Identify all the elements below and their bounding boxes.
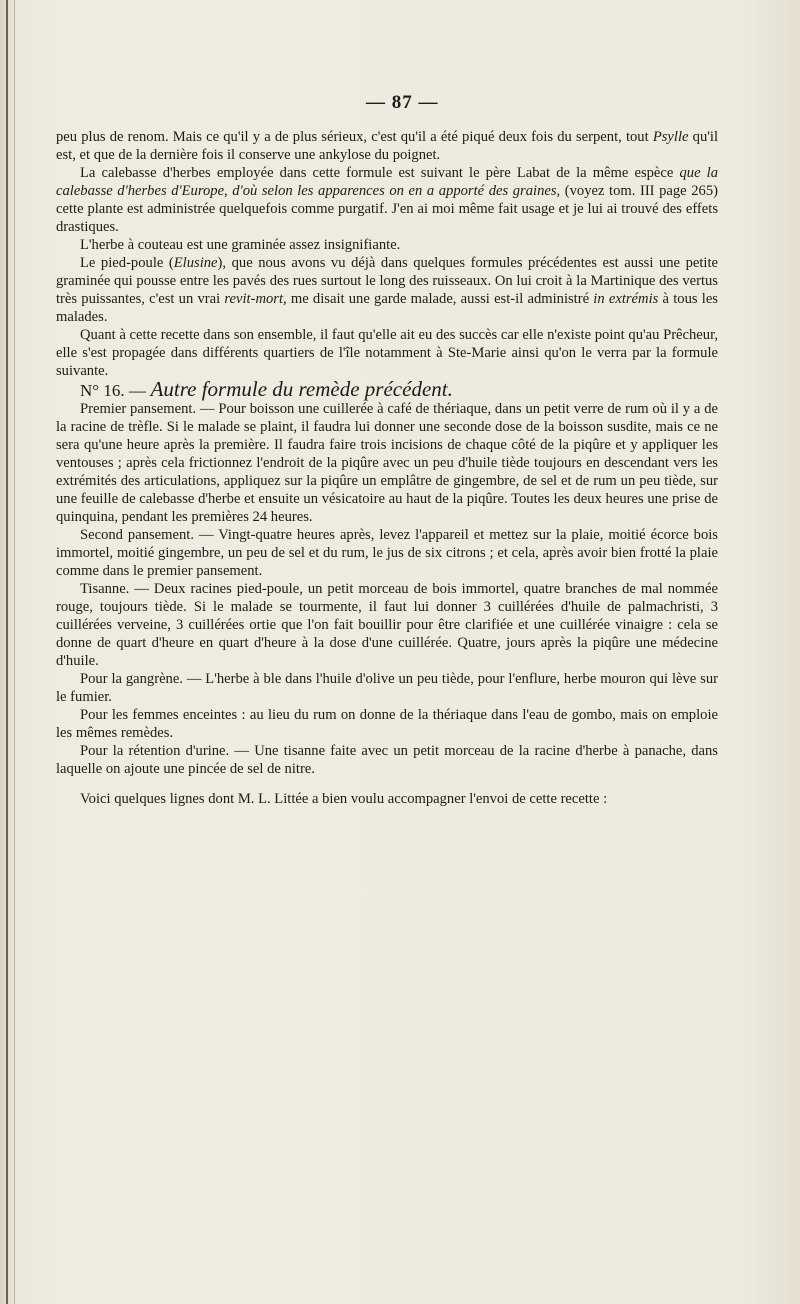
italic-run: Elusine — [173, 255, 218, 271]
text-run: (voyez tom. III page 265) cette plante est administrée quelquefois comme purgatif. J'en ai moi même fait usage et je lui ai trouvé des effets drastiques. — [56, 183, 718, 235]
paragraph-tisanne: Tisanne. — Deux racines pied-poule, un petit morceau de bois immortel, quatre branches de mal nommée rouge, toujours tiède. Si le malade se tourmente, il faut lui donner 3 cuillérées d'huile de palmachristi, 3 cuillérées verveine, 3 cuillérées ortie que l'on fait bouillir pour être clarifiée et une cuillérée vinaigre : cela se donne de quart d'heure en quart d'heure à la dose d'une cuillérée. Quatre, jours après la piqûre une médecine d'huile. — [56, 581, 718, 669]
text-run: qu'il est, et que de la dernière fois il conserve une ankylose du poignet. — [56, 129, 718, 163]
spacer — [56, 778, 718, 790]
page-number: — 87 — — [366, 92, 439, 113]
paragraph-herbe-couteau: L'herbe à couteau est une graminée assez insignifiante. — [80, 237, 401, 253]
paragraph-recette: Quant à cette recette dans son ensemble, il faut qu'elle ait eu des succès car elle n'existe point qu'au Prêcheur, elle s'est propagée dans différents quartiers de l'île notamment à Ste-Marie ainsi qu'on le verra par la formule suivante. — [56, 327, 718, 379]
paragraph-second-pansement: Second pansement. — Vingt-quatre heures après, levez l'appareil et mettez sur la plaie, moitié écorce bois immortel, moitié gingembre, un peu de sel et du rum, le jus de six citrons ; et cela, après avoir bien frotté la plaie comme dans le premier pansement. — [56, 527, 718, 579]
paragraph-femmes-enceintes: Pour les femmes enceintes : au lieu du rum on donne de la thériaque dans l'eau de gombo, mais on emploie les mêmes remèdes. — [56, 707, 718, 741]
italic-run: que la calebasse d'herbes d'Europe, d'où selon les apparences on en a apporté des graines, — [56, 165, 718, 199]
text-run: à tous les malades. — [56, 291, 718, 325]
heading-title: Autre formule du remède précédent. — [150, 377, 453, 401]
binding-shadow — [14, 0, 15, 1304]
binding-edge — [6, 0, 8, 1304]
italic-run: in extrémis — [593, 291, 659, 307]
italic-run: revit-mort, — [224, 291, 287, 307]
text-run: La calebasse d'herbes employée dans cette formule est suivant le père Labat de la même espèce — [80, 165, 680, 181]
paragraph-intro — [56, 128, 718, 164]
paragraph-gangrene: Pour la gangrène. — L'herbe à ble dans l'huile d'olive un peu tiède, pour l'enflure, herbe mouron qui lève sur le fumier. — [56, 671, 718, 705]
italic-run: Psylle — [652, 129, 689, 145]
paragraph-premier-pansement: Premier pansement. — Pour boisson une cuillerée à café de thériaque, dans un petit verre de rum où il y a de la racine de trèfle. Si le malade se plaint, il faudra lui donner une seconde dose de la boisson susdite, mais ce ne sera qu'une heure après la première. Il faudra faire trois incisions de chaque côté de la piqûre et y appliquer les ventouses ; après cela frictionnez l'endroit de la piqûre avec un peu d'huile tiède toujours en descendant vers les extrémités des articulations, appliquez sur la piqûre un emplâtre de gingembre, de sel et de rum un peu tiède, sur une feuille de calebasse d'herbe et ensuite un vésicatoire au haut de la piqûre. Toutes les deux heures une prise de quinquina, pendant les premières 24 heures. — [56, 401, 718, 525]
text-run: peu plus de renom. Mais ce qu'il y a de plus sérieux, c'est qu'il a été piqué deux fois du serpent, tout — [56, 129, 653, 145]
heading-number: N° 16. — — [80, 381, 146, 400]
body-text — [56, 128, 718, 808]
text-run: ), que nous avons vu déjà dans quelques formules précédentes est aussi une petite graminée qui pousse entre les pavés des rues surtout le long des ruisseaux. On lui croit à la Martinique des vertus très puissantes, c'est un vrai — [56, 255, 718, 307]
paragraph-closing: Voici quelques lignes dont M. L. Littée a bien voulu accompagner l'envoi de cette recette : — [80, 791, 608, 807]
section-heading — [56, 377, 718, 401]
text-run: Le pied-poule ( — [80, 255, 174, 271]
paragraph-calebasse — [56, 164, 718, 236]
paragraph-retention: Pour la rétention d'urine. — Une tisanne faite avec un petit morceau de la racine d'herbe à panache, dans laquelle on ajoute une pincée de sel de nitre. — [56, 743, 718, 777]
paragraph-pied-poule — [56, 254, 718, 326]
text-run: me disait une garde malade, aussi est-il administré — [286, 291, 594, 307]
